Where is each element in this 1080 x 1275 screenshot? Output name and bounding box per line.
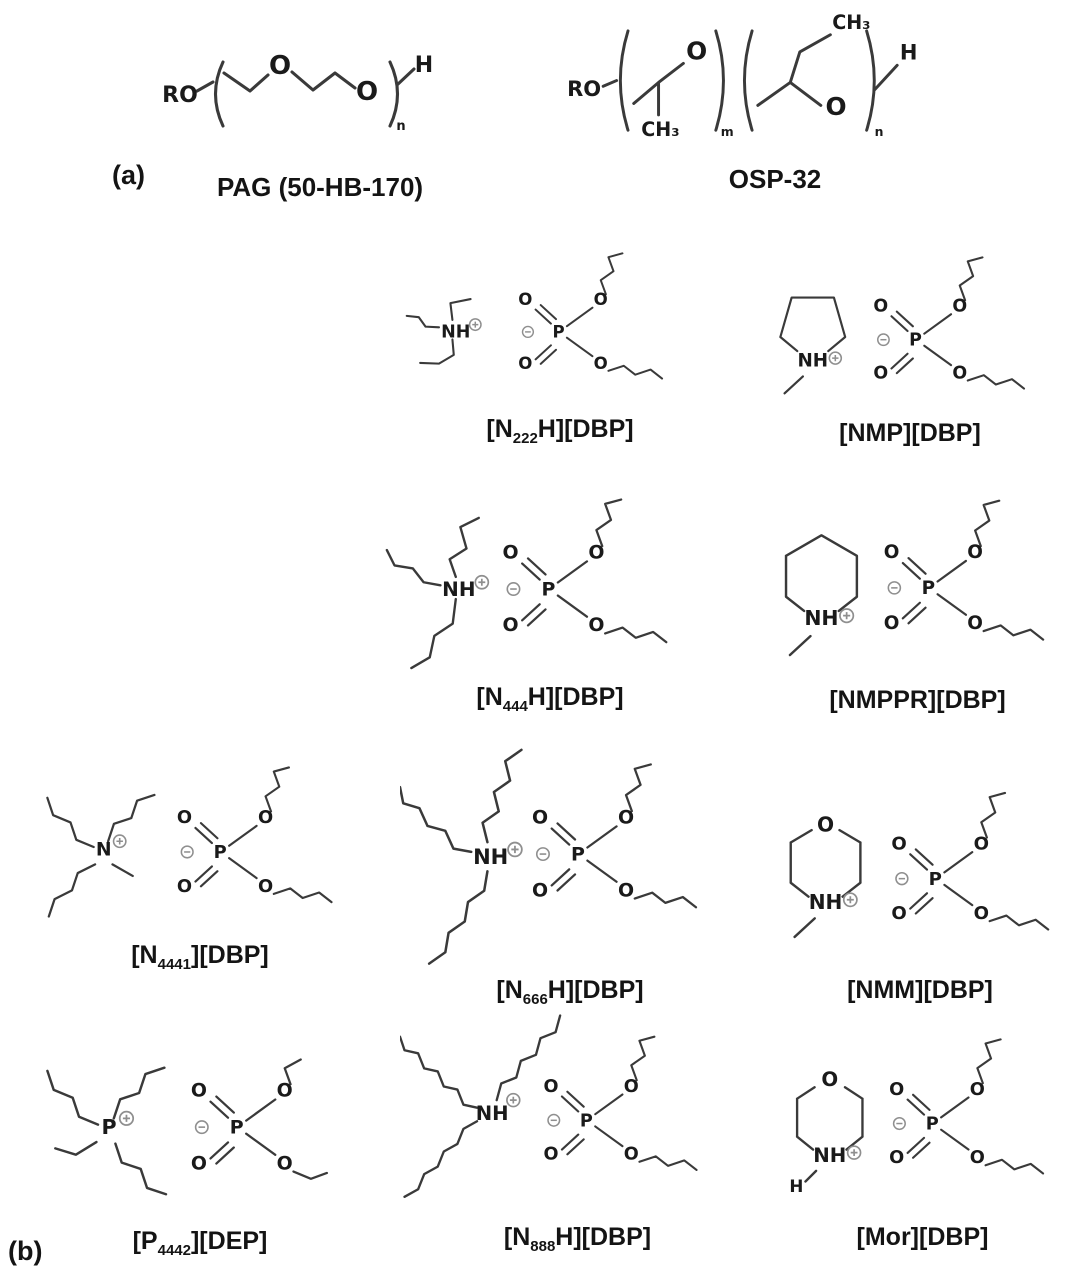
oxygen-atom-label: O (973, 833, 990, 855)
compound-label: $[N_{444}H][DBP]$ (476, 683, 624, 715)
compound-figure-nmm-dbp (765, 762, 1075, 1005)
positive-charge-icon (848, 1146, 861, 1159)
positive-charge-icon (475, 576, 488, 589)
structure-n444h-dbp-svg (385, 498, 715, 678)
cation-bonds (797, 1087, 862, 1181)
oxygen-atom-label: O (817, 812, 835, 837)
oxygen-atom-label: O (268, 51, 292, 81)
negative-charge-icon (878, 334, 889, 345)
oxygen-atom-label: O (889, 1147, 905, 1169)
positive-charge-icon (470, 319, 481, 330)
compound-figure-n888h-dbp (400, 1014, 755, 1255)
n-methylmorpholinium-cation-structure (791, 813, 861, 937)
oxygen-atom-label: O (190, 1152, 207, 1175)
positive-charge-icon (120, 1112, 133, 1125)
positive-charge-icon (840, 609, 853, 622)
diethyl-phosphate-anion-structure (191, 1059, 327, 1178)
oxygen-atom-label: O (190, 1079, 207, 1102)
anion-slot (503, 500, 667, 643)
section-b-label: (b) (8, 1236, 43, 1266)
oxygen-atom-label: O (518, 290, 533, 310)
structure-mor-dbp-svg (770, 1028, 1075, 1218)
structure-p4442-dep-svg (30, 1036, 370, 1222)
dibutyl-phosphate-anion-structure (532, 764, 696, 907)
compound-figure-n4441-dbp (30, 766, 370, 973)
hydrogen-atom-label: H (414, 53, 434, 78)
oxygen-atom-label: O (531, 806, 549, 829)
phosphorus-atom-label: P (909, 330, 922, 351)
anion-slot (873, 257, 1024, 388)
dibutyl-phosphate-anion-structure (503, 500, 667, 643)
nh-atom-label: NH (804, 606, 839, 631)
dibutyl-phosphate-anion-structure (891, 793, 1048, 930)
oxygen-atom-label: O (969, 1078, 985, 1100)
ro-end-group-label: RO (162, 83, 198, 108)
anion-slot (532, 764, 696, 907)
oxygen-atom-label: O (967, 612, 983, 634)
repeat-unit-subscript: n (396, 119, 406, 134)
compound-label: $[N_{222}H][DBP]$ (486, 415, 634, 447)
oxygen-atom-label: O (883, 542, 900, 564)
oxygen-atom-label: O (502, 541, 519, 564)
cation-bonds (786, 535, 857, 655)
oxygen-atom-label: O (518, 353, 533, 373)
structure-n4441-dbp-svg (30, 766, 370, 936)
polymer-bonds (197, 62, 414, 126)
morpholinium-cation-structure (789, 1068, 862, 1196)
negative-charge-icon (888, 582, 900, 594)
compound-figure-n666h-dbp (400, 736, 740, 1008)
n-methylpiperidinium-cation-structure (786, 535, 857, 655)
oxygen-atom-label: O (176, 807, 193, 829)
tributylethylphosphonium-cation-structure (47, 1068, 166, 1195)
hydrogen-atom-label: H (789, 1176, 804, 1197)
anion-slot (177, 767, 332, 902)
oxygen-atom-label: O (593, 353, 608, 373)
oxygen-atom-label: O (543, 1144, 559, 1165)
oxygen-atom-label: O (686, 36, 708, 66)
oxygen-atom-label: O (617, 879, 635, 902)
anion-slot (191, 1059, 327, 1178)
oxygen-atom-label: O (825, 91, 847, 121)
n-methylpyrrolidinium-cation-structure (780, 298, 845, 394)
structure-nmppr-dbp-svg (760, 496, 1075, 681)
compound-label: [NMM][DBP] (847, 976, 993, 1004)
oxygen-atom-label: O (617, 806, 635, 829)
anion-slot (544, 1037, 697, 1170)
compound-label: [Mor][DBP] (856, 1223, 989, 1251)
negative-charge-icon (181, 846, 193, 858)
hydrogen-atom-label: H (899, 40, 918, 65)
cation-bonds (780, 298, 845, 394)
dibutyl-phosphate-anion-structure (884, 501, 1043, 640)
oxygen-atom-label: O (593, 290, 608, 310)
polymer-figure-osp32 (565, 2, 985, 195)
oxygen-atom-label: O (531, 879, 549, 902)
phosphorus-atom-label: P (925, 1113, 939, 1135)
structure-n666h-dbp-svg (400, 736, 740, 971)
section-a-label: (a) (112, 160, 145, 190)
structure-n888h-dbp-svg (400, 1014, 755, 1218)
compound-label: $[P_{4442}][DEP]$ (132, 1227, 268, 1259)
compound-figure-p4442-dep (30, 1036, 370, 1259)
structure-osp32-svg (565, 2, 985, 162)
compound-label: [NMPPR][DBP] (829, 686, 1006, 714)
negative-charge-icon (507, 583, 519, 595)
compound-figure-mor-dbp (770, 1028, 1075, 1252)
compound-figure-nmppr-dbp (760, 496, 1075, 715)
dibutyl-phosphate-anion-structure (518, 253, 662, 378)
oxygen-atom-label: O (967, 542, 983, 564)
phosphorus-atom-label: P (541, 578, 556, 601)
oxygen-atom-label: O (355, 77, 379, 107)
oxygen-atom-label: O (969, 1147, 985, 1169)
oxygen-atom-label: O (588, 541, 605, 564)
tributylammonium-cation-structure (387, 518, 488, 668)
nh-atom-label: NH (797, 350, 829, 372)
oxygen-atom-label: O (257, 807, 274, 829)
phosphorus-atom-label: P (213, 842, 227, 864)
oxygen-atom-label: O (973, 903, 990, 925)
negative-charge-icon (537, 848, 549, 860)
nh-atom-label: NH (813, 1143, 847, 1167)
oxygen-atom-label: O (873, 296, 889, 317)
compound-label: $[N_{4441}][DBP]$ (131, 941, 269, 973)
oxygen-atom-label: O (502, 614, 519, 637)
structure-n222h-dbp-svg (405, 252, 715, 410)
nh-atom-label: NH (475, 1101, 509, 1125)
polymer-figure-pag (150, 28, 490, 203)
phosphorus-atom-label: P (921, 578, 936, 600)
anion-slot (884, 501, 1043, 640)
positive-charge-icon (829, 352, 841, 364)
oxygen-atom-label: O (883, 612, 900, 634)
phosphorus-atom-label: P (579, 1111, 593, 1132)
oxygen-atom-label: O (821, 1067, 839, 1091)
dibutyl-phosphate-anion-structure (177, 767, 332, 902)
methyl-group-label: CH₃ (641, 117, 680, 141)
nh-atom-label: NH (441, 322, 471, 343)
structure-nmm-dbp-svg (765, 762, 1075, 971)
trihexylammonium-cation-structure (400, 750, 522, 964)
oxygen-atom-label: O (891, 903, 907, 925)
compound-label: $[N_{666}H][DBP]$ (496, 976, 644, 1008)
cation-bonds (791, 830, 861, 937)
compound-figure-n444h-dbp (385, 498, 715, 715)
oxygen-atom-label: O (873, 363, 889, 384)
phosphorus-atom-label: P (570, 843, 585, 866)
oxygen-atom-label: O (623, 1144, 639, 1165)
positive-charge-icon (508, 843, 522, 857)
trioctylammonium-cation-structure (400, 1016, 560, 1197)
oxygen-atom-label: O (588, 614, 605, 637)
oxygen-atom-label: O (176, 875, 193, 897)
oxygen-atom-label: O (623, 1076, 639, 1097)
anion-bonds (211, 1059, 327, 1178)
compound-figure-nmp-dbp (755, 248, 1065, 448)
ro-end-group-label: RO (567, 76, 602, 101)
compound-figure-n222h-dbp (405, 252, 715, 447)
oxygen-atom-label: O (257, 875, 274, 897)
anion-slot (891, 793, 1048, 930)
negative-charge-icon (896, 873, 908, 885)
negative-charge-icon (548, 1115, 560, 1127)
polymer-label: OSP-32 (728, 164, 822, 194)
oxygen-atom-label: O (543, 1076, 559, 1097)
dibutyl-phosphate-anion-structure (873, 257, 1024, 388)
oxygen-atom-label: O (952, 296, 968, 317)
nh-atom-label: NH (808, 890, 843, 915)
phosphorus-atom-label: P (229, 1116, 244, 1139)
structure-pag-svg (150, 28, 490, 158)
repeat-unit-subscript: n (874, 123, 884, 139)
structure-nmp-dbp-svg (755, 248, 1065, 414)
polymer-bonds (603, 31, 897, 130)
nh-atom-label: NH (442, 578, 476, 602)
dibutyl-phosphate-anion-structure (889, 1039, 1043, 1173)
positive-charge-icon (114, 835, 126, 847)
dibutyl-phosphate-anion-structure (544, 1037, 697, 1170)
negative-charge-icon (894, 1118, 906, 1130)
methyl-group-label: CH₃ (832, 11, 871, 35)
compound-label: $[N_{888}H][DBP]$ (503, 1223, 652, 1255)
oxygen-atom-label: O (276, 1079, 293, 1102)
phosphorus-atom-label: P (928, 868, 942, 890)
positive-charge-icon (507, 1094, 520, 1107)
compound-label: [NMP][DBP] (839, 419, 981, 447)
phosphorus-atom-label: P (101, 1115, 117, 1140)
anion-slot (518, 253, 662, 378)
tributylmethylammonium-cation-structure (47, 795, 154, 917)
nh-atom-label: NH (473, 844, 509, 870)
phosphorus-atom-label: P (552, 322, 565, 342)
polymer-label: PAG (50-HB-170) (216, 172, 424, 202)
oxygen-atom-label: O (891, 833, 907, 855)
oxygen-atom-label: O (276, 1152, 293, 1175)
negative-charge-icon (196, 1121, 208, 1133)
oxygen-atom-label: O (952, 363, 968, 384)
negative-charge-icon (523, 326, 534, 337)
repeat-unit-subscript: m (720, 123, 734, 139)
positive-charge-icon (844, 893, 857, 906)
triethylammonium-cation-structure (407, 299, 481, 364)
nitrogen-atom-label: N (95, 839, 112, 861)
oxygen-atom-label: O (889, 1078, 905, 1100)
anion-slot (889, 1039, 1043, 1173)
